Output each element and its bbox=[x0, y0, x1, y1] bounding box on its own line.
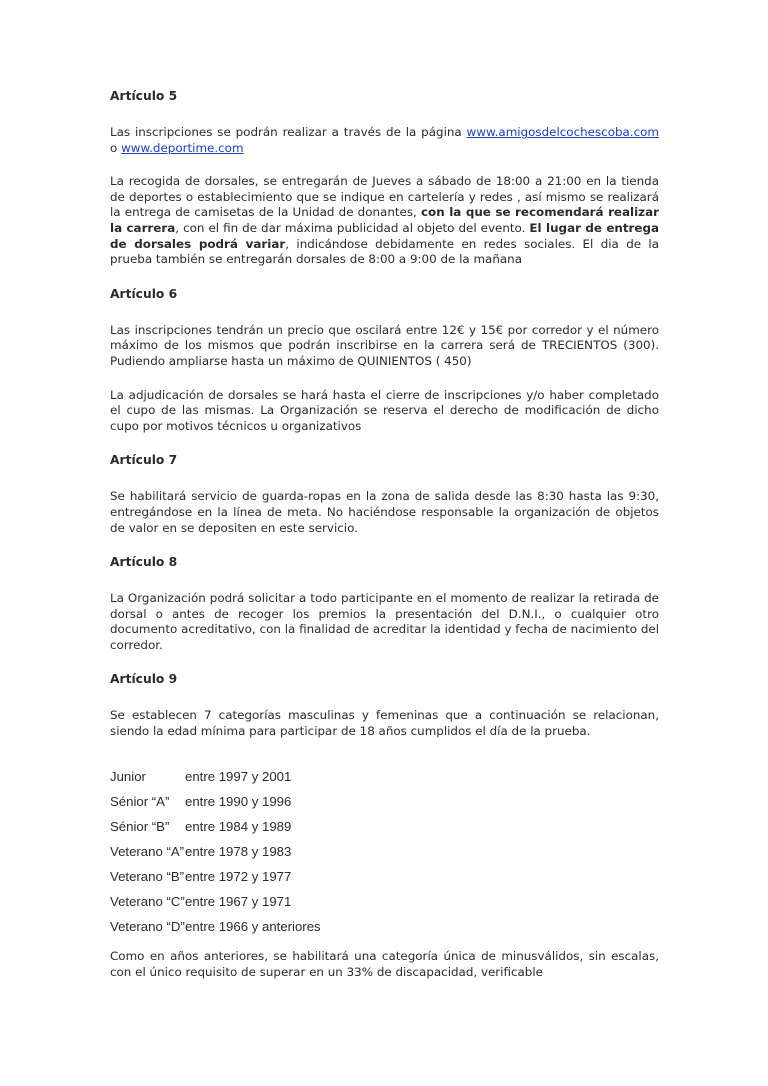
article-8-identity-paragraph: La Organización podrá solicitar a todo participante en el momento de realizar la retirada de dorsal o antes de recoger los premios la presentación del D.N.I., o cualquier otro documento acreditativo, con la finalidad de acreditar la identidad y fecha de nacimiento del corredor. bbox=[110, 591, 659, 652]
category-range: entre 1990 y 1996 bbox=[185, 793, 292, 809]
category-name: Junior bbox=[110, 768, 146, 784]
category-row bbox=[110, 768, 659, 793]
article-9-heading: Artículo 9 bbox=[110, 672, 178, 687]
category-range: entre 1972 y 1977 bbox=[185, 868, 292, 884]
article-5-registration-text: Las inscripciones se podrán realizar a través de la página bbox=[110, 125, 467, 139]
bib-pickup-bold-2: El lugar de entrega de dorsales podrá variar bbox=[110, 220, 659, 251]
category-range: entre 1984 y 1989 bbox=[185, 818, 292, 834]
article-5-bib-pickup-paragraph bbox=[110, 174, 659, 268]
category-range: entre 1967 y 1971 bbox=[185, 893, 292, 909]
bib-pickup-text-3: , indicándose debidamente en redes sociales. El dia de la prueba también se entregarán dorsales de 8:00 a 9:00 de la mañana bbox=[110, 236, 659, 267]
article-8-heading: Artículo 8 bbox=[110, 555, 178, 570]
article-5-registration-paragraph bbox=[110, 125, 659, 156]
article-5-heading: Artículo 5 bbox=[110, 89, 178, 103]
category-row bbox=[110, 893, 659, 918]
bib-pickup-text-2: , con el fin de dar máxima publicidad al objeto del evento. bbox=[175, 220, 530, 235]
category-row bbox=[110, 868, 659, 893]
category-row bbox=[110, 918, 659, 943]
category-range: entre 1997 y 2001 bbox=[185, 768, 292, 784]
category-list bbox=[110, 768, 659, 943]
bib-pickup-bold-1: con la que se recomendará realizar la carrera bbox=[110, 205, 659, 235]
category-row bbox=[110, 818, 659, 843]
article-6-heading: Artículo 6 bbox=[110, 286, 178, 301]
category-name: Veterano “B” bbox=[110, 868, 185, 884]
category-range: entre 1966 y anteriores bbox=[185, 918, 321, 934]
article-6-price-paragraph: Las inscripciones tendrán un precio que oscilará entre 12€ y 15€ por corredor y el número máximo de los mismos que podrán inscribirse en la carrera será de TRECIENTOS (300). Pudiendo ampliarse hasta un máximo de QUINIENTOS ( 450) bbox=[110, 322, 659, 368]
category-row bbox=[110, 843, 659, 868]
category-name: Sénior “A” bbox=[110, 793, 170, 809]
category-name: Veterano “A” bbox=[110, 843, 185, 859]
bib-pickup-text-1: La recogida de dorsales, se entregarán de Jueves a sábado de 18:00 a 21:00 en la tienda de deportes o establecimiento que se indique en cartelería y redes , así mismo se realizará la entrega de camisetas de la Unidad de donantes, bbox=[110, 174, 659, 220]
article-6-allocation-paragraph: La adjudicación de dorsales se hará hasta el cierre de inscripciones y/o haber completado el cupo de las mismas. La Organización se reserva el derecho de modificación de dicho cupo por motivos técnicos u organizativos bbox=[110, 387, 659, 433]
category-name: Veterano “C” bbox=[110, 893, 185, 909]
amigosdelcochescoba-link[interactable]: www.amigosdelcochescoba.com bbox=[466, 125, 659, 139]
disability-category-paragraph: Como en años anteriores, se habilitará una categoría única de minusválidos, sin escalas, con el único requisito de superar en un 33% de discapacidad, verificable bbox=[110, 949, 659, 979]
category-name: Veterano “D” bbox=[110, 918, 185, 934]
category-name: Sénior “B” bbox=[110, 818, 170, 834]
document-page bbox=[110, 88, 659, 943]
article-7-heading: Artículo 7 bbox=[110, 453, 178, 468]
article-7-cloakroom-paragraph: Se habilitará servicio de guarda-ropas en la zona de salida desde las 8:30 hasta las 9:30, entregándose en la línea de meta. No haciéndose responsable la organización de objetos de valor en se depositen en este servicio. bbox=[110, 489, 659, 535]
category-range: entre 1978 y 1983 bbox=[185, 843, 292, 859]
article-5-or-text: o bbox=[110, 140, 122, 155]
article-9-categories-intro: Se establecen 7 categorías masculinas y femeninas que a continuación se relacionan, siendo la edad mínima para participar de 18 años cumplidos el día de la prueba. bbox=[110, 708, 659, 739]
category-row bbox=[110, 793, 659, 818]
deportime-link[interactable]: www.deportime.com bbox=[121, 140, 244, 155]
